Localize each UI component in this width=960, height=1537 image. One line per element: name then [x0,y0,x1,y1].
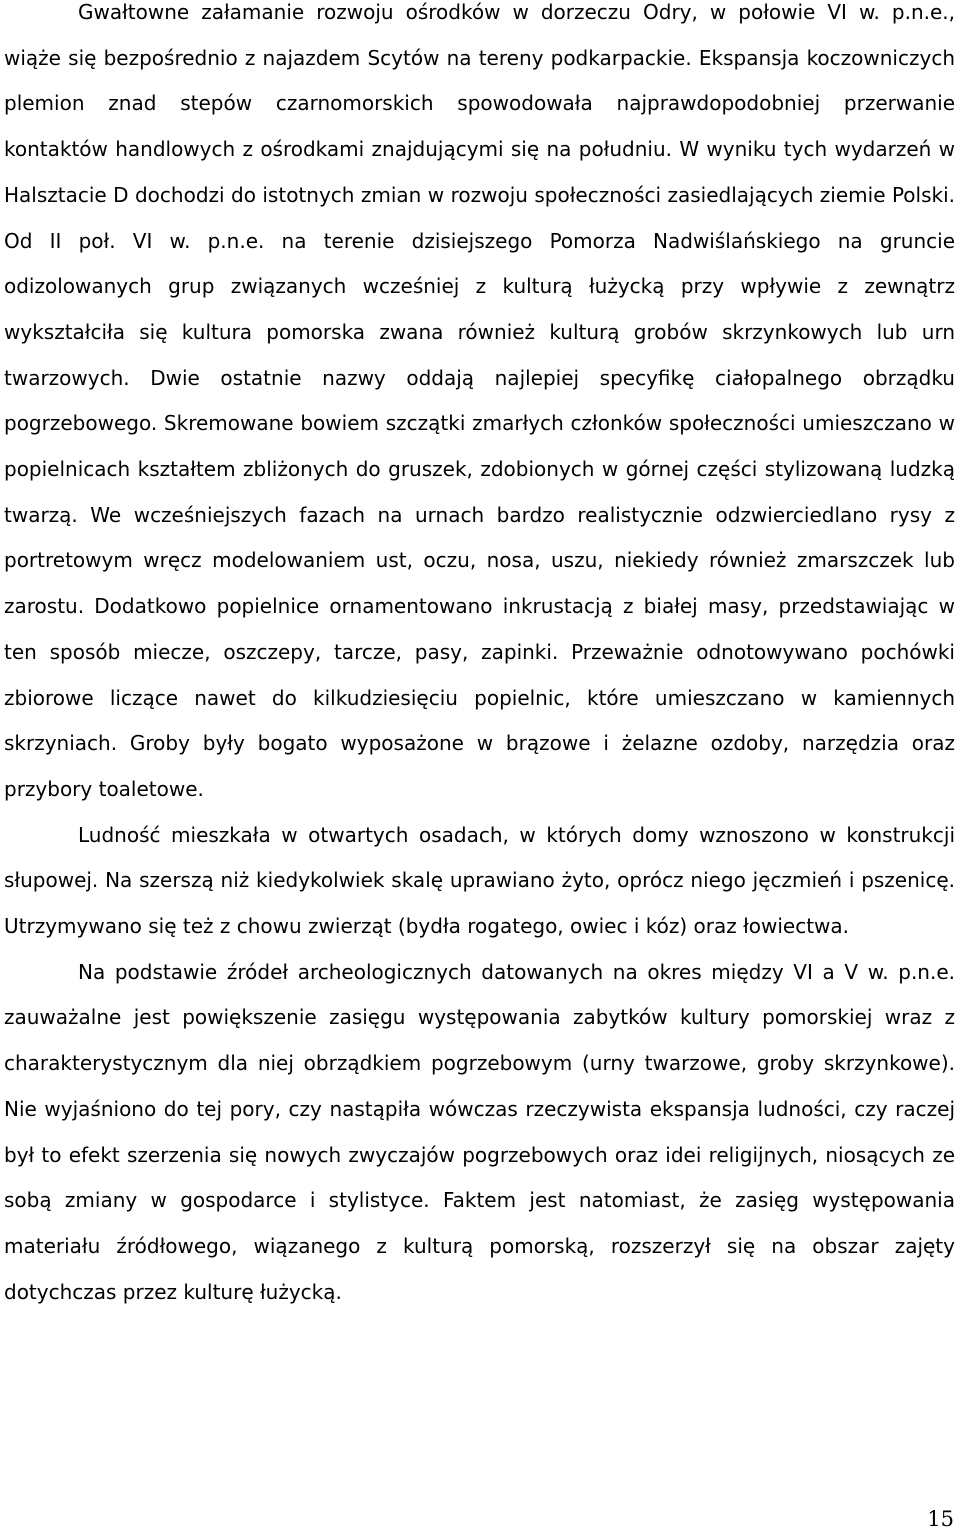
paragraph-scythian-invasion: Gwałtowne załamanie rozwoju ośrodków w dorzeczu Odry, w połowie VI w. p.n.e., wiąże się bezpośrednio z najazdem Scytów na tereny podkarpackie. Ekspansja koczowniczych plemion znad stepów czarnomorskich spowodowała najprawdopodobniej przerwanie kontaktów handlowych z ośrodkami znajdującymi się na południu. W wyniku tych wydarzeń w Halsztacie D dochodzi do istotnych zmian w rozwoju społeczności zasiedlających ziemie Polski. Od II poł. VI w. p.n.e. na terenie dzisiejszego Pomorza Nadwiślańskiego na gruncie odizolowanych grup związanych wcześniej z kulturą łużycką przy wpływie z zewnątrz wykształciła się kultura pomorska zwana również kulturą grobów skrzynkowych lub urn twarzowych. Dwie ostatnie nazwy oddają najlepiej specyfikę ciałopalnego obrządku pogrzebowego. Skremowane bowiem szczątki zmarłych członków społeczności umieszczano w popielnicach kształtem zbliżonych do gruszek, zdobionych w górnej części stylizowaną ludzką twarzą. We wcześniejszych fazach na urnach bardzo realistycznie odzwierciedlano rysy z portretowym wręcz modelowaniem ust, oczu, nosa, uszu, niekiedy również zmarszczek lub zarostu. Dodatkowo popielnice ornamentowano inkrustacją z białej masy, przedstawiając w ten sposób miecze, oszczepy, tarcze, pasy, zapinki. Przeważnie odnotowywano pochówki zbiorowe liczące nawet do kilkudziesięciu popielnic, które umieszczano w kamiennych skrzyniach. Groby były bogato wyposażone w brązowe i żelazne ozdoby, narzędzia oraz przybory toaletowe. [4,0,955,801]
paragraph-settlements: Ludność mieszkała w otwartych osadach, w których domy wznoszono w konstrukcji słupowej. Na szerszą niż kiedykolwiek skalę uprawiano żyto, oprócz niego jęczmień i pszenicę. Utrzymywano się też z chowu zwierząt (bydła rogatego, owiec i kóz) oraz łowiectwa. [4,822,955,939]
paragraph-expansion: Na podstawie źródeł archeologicznych datowanych na okres między VI a V w. p.n.e. zauważalne jest powiększenie zasięgu występowania zabytków kultury pomorskiej wraz z charakterystycznym dla niej obrządkiem pogrzebowym (urny twarzowe, groby skrzynkowe). Nie wyjaśniono do tej pory, czy nastąpiła wówczas rzeczywista ekspansja ludności, czy raczej był to efekt szerzenia się nowych zwyczajów pogrzebowych oraz idei religijnych, niosących ze sobą zmiany w gospodarce i stylistyce. Faktem jest natomiast, że zasięg występowania materiału źródłowego, wiązanego z kulturą pomorską, rozszerzył się na obszar zajęty dotychczas przez kulturę łużycką. [4,959,955,1304]
page-number: 15 [927,1507,954,1531]
document-body [4,0,955,1315]
